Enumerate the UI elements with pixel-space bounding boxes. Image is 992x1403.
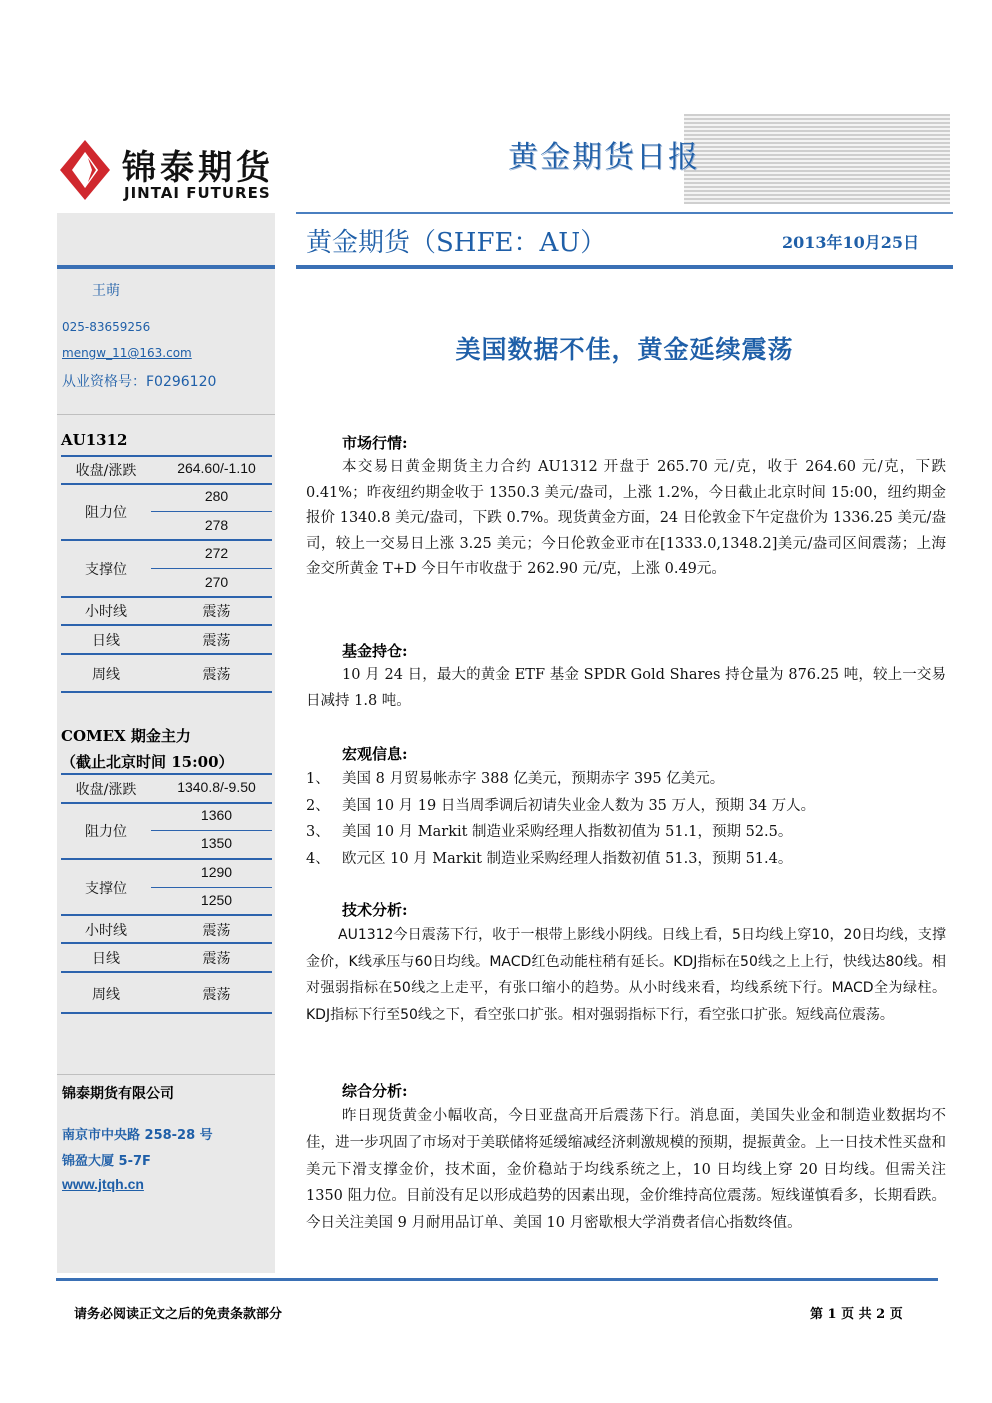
row-label: 支撑位 bbox=[85, 881, 127, 897]
list-item bbox=[306, 846, 946, 873]
row-value: 1290 bbox=[200, 864, 233, 880]
section-title-summary: 综合分析: bbox=[342, 1082, 408, 1100]
table-rule bbox=[61, 971, 272, 973]
list-item bbox=[306, 766, 946, 793]
section-title-market: 市场行情: bbox=[342, 434, 408, 452]
table-rule bbox=[61, 624, 272, 626]
row-value: 震荡 bbox=[202, 633, 231, 649]
section-title-tech: 技术分析: bbox=[342, 901, 408, 919]
footer-page-number: 第 1 页 共 2 页 bbox=[810, 1307, 903, 1322]
row-value: 1340.8/-9.50 bbox=[177, 779, 256, 795]
row-label: 支撑位 bbox=[85, 562, 127, 578]
sidebar-rule bbox=[57, 265, 275, 269]
list-number: 3、 bbox=[306, 824, 330, 841]
table-rule bbox=[61, 858, 272, 860]
table-rule bbox=[151, 830, 272, 831]
report-title: 黄金期货日报 bbox=[508, 140, 700, 175]
table-rule bbox=[61, 483, 272, 485]
table-rule bbox=[61, 942, 272, 944]
row-label: 周线 bbox=[92, 667, 120, 683]
row-label: 日线 bbox=[92, 633, 120, 649]
footer-disclaimer: 请务必阅读正文之后的免责条款部分 bbox=[74, 1307, 283, 1322]
list-text: 美国 10 月 Markit 制造业采购经理人指数初值为 51.1，预期 52.5。 bbox=[342, 824, 793, 841]
row-label: 小时线 bbox=[85, 923, 127, 939]
section-title-fund: 基金持仓: bbox=[342, 642, 408, 660]
row-label: 阻力位 bbox=[85, 824, 127, 840]
report-date: 2013年10月25日 bbox=[782, 233, 920, 252]
row-value: 震荡 bbox=[202, 951, 231, 967]
row-label: 小时线 bbox=[85, 604, 127, 620]
header-hatch-decoration bbox=[684, 114, 950, 204]
list-item bbox=[306, 819, 946, 846]
company-name: 锦泰期货有限公司 bbox=[62, 1086, 174, 1102]
summary-text: 昨日现货黄金小幅收高，今日亚盘高开后震荡下行。消息面，美国失业金和制造业数据均不佳，进一步巩固了市场对于美联储将延缓缩减经济刺激规模的预期，提振黄金。上一日技术性买盘和美元下滑支撑金价，技术面，金价稳站于均线系统之上，10 日均线上穿 20 日均线。但需关注 1350 阻力位。目前没有足以形成趋势的因素出现，金价维持高位震荡。短线谨慎看多，长期看跌。今日关注美国 9 月耐用品订单、美国 10 月密歇根大学消费者信心指数终值。 bbox=[306, 1108, 946, 1232]
list-text: 美国 10 月 19 日当周季调后初请失业金人数为 35 万人，预期 34 万人。 bbox=[342, 797, 816, 814]
company-website-link[interactable]: www.jtqh.cn bbox=[62, 1176, 144, 1192]
row-value: 280 bbox=[204, 488, 229, 504]
table-rule bbox=[61, 596, 272, 598]
fund-paragraph bbox=[306, 663, 946, 714]
au-table-title: AU1312 bbox=[61, 431, 128, 449]
row-value: 1250 bbox=[200, 892, 233, 908]
row-value: 272 bbox=[204, 545, 229, 561]
company-logo bbox=[58, 138, 278, 208]
table-rule bbox=[61, 653, 272, 655]
sidebar-divider bbox=[57, 1074, 275, 1075]
author-phone: 025-83659256 bbox=[62, 320, 151, 334]
report-headline: 美国数据不佳，黄金延续震荡 bbox=[455, 335, 794, 364]
row-value: 1350 bbox=[200, 835, 233, 851]
company-address-line1: 南京市中央路 258-28 号 bbox=[62, 1128, 213, 1143]
list-item bbox=[306, 793, 946, 820]
fund-text: 10 月 24 日，最大的黄金 ETF 基金 SPDR Gold Shares 持仓量为 876.25 吨，较上一交易日减持 1.8 吨。 bbox=[306, 667, 946, 709]
row-value: 1360 bbox=[200, 807, 233, 823]
section-title-macro: 宏观信息: bbox=[342, 745, 408, 763]
row-label: 收盘/涨跌 bbox=[75, 463, 137, 479]
market-text: 本交易日黄金期货主力合约 AU1312 开盘于 265.70 元/克，收于 264.60 元/克，下跌 0.41%；昨夜纽约期金收于 1350.3 美元/盎司，上涨 1.2%，今日截止北京时间 15:00，纽约期金报价 1340.8 美元/盎司，下跌 0.7%。现货黄金方面，24 日伦敦金下午定盘价为 1336.25 美元/盎司，较上一交易日上涨 3.25 美元；今日伦敦金亚市在[1333.0,1348.2]美元/盎司区间震荡；上海金交所黄金 T+D 今日午市收盘于 262.90 元/克，上涨 0.49元。 bbox=[306, 459, 946, 578]
row-value: 震荡 bbox=[202, 987, 231, 1003]
table-rule bbox=[61, 773, 272, 775]
summary-paragraph bbox=[306, 1103, 946, 1237]
list-text: 美国 8 月贸易帐赤字 388 亿美元，预期赤字 395 亿美元。 bbox=[342, 771, 725, 787]
list-number: 1、 bbox=[306, 771, 330, 787]
market-paragraph bbox=[306, 455, 946, 583]
row-value: 震荡 bbox=[202, 667, 231, 683]
table-rule bbox=[61, 802, 272, 804]
row-value: 震荡 bbox=[202, 923, 231, 939]
table-rule bbox=[61, 1012, 272, 1014]
author-name: 王萌 bbox=[92, 283, 120, 299]
title-rule-bottom bbox=[296, 265, 953, 269]
comex-table-title: COMEX 期金主力 bbox=[61, 727, 191, 745]
table-rule bbox=[151, 568, 272, 569]
logo-mark-icon bbox=[58, 138, 112, 202]
table-rule bbox=[151, 887, 272, 888]
table-rule bbox=[61, 914, 272, 916]
logo-chinese-name: 锦泰期货 bbox=[122, 148, 274, 188]
tech-paragraph bbox=[306, 922, 946, 1028]
company-address-line2: 锦盈大厦 5-7F bbox=[62, 1154, 151, 1169]
author-email-link[interactable]: mengw_11@163.com bbox=[62, 346, 192, 360]
row-label: 收盘/涨跌 bbox=[75, 782, 137, 798]
row-value: 278 bbox=[204, 517, 229, 533]
list-number: 4、 bbox=[306, 850, 330, 867]
comex-table-subtitle: （截止北京时间 15:00） bbox=[61, 753, 234, 771]
table-rule bbox=[151, 511, 272, 512]
title-rule-top bbox=[296, 212, 953, 214]
sidebar-divider bbox=[57, 414, 275, 415]
row-label: 日线 bbox=[92, 951, 120, 967]
product-title: 黄金期货（SHFE：AU） bbox=[306, 228, 607, 258]
list-number: 2、 bbox=[306, 797, 330, 814]
table-rule bbox=[61, 691, 272, 693]
author-license: 从业资格号：F0296120 bbox=[62, 374, 217, 390]
row-value: 264.60/-1.10 bbox=[177, 460, 256, 476]
table-rule bbox=[61, 539, 272, 541]
row-label: 阻力位 bbox=[85, 505, 127, 521]
row-label: 周线 bbox=[92, 987, 120, 1003]
row-value: 震荡 bbox=[202, 604, 231, 620]
footer-rule bbox=[56, 1278, 938, 1281]
macro-list bbox=[306, 766, 946, 872]
table-rule bbox=[61, 455, 272, 457]
logo-english-name: JINTAI FUTURES bbox=[124, 184, 271, 202]
list-text: 欧元区 10 月 Markit 制造业采购经理人指数初值 51.3，预期 51.4。 bbox=[342, 850, 793, 867]
row-value: 270 bbox=[204, 574, 229, 590]
tech-text: AU1312今日震荡下行，收于一根带上影线小阴线。日线上看，5日均线上穿10，20日均线，支撑金价，K线承压与60日均线。MACD红色动能柱稍有延长。KDJ指标在50线之上上行，快线达80线。相对强弱指标在50线之上走平，有张口缩小的趋势。从小时线来看，均线系统下行。MACD全为绿柱。KDJ指标下行至50线之下，看空张口扩张。相对强弱指标下行，看空张口扩张。短线高位震荡。 bbox=[306, 927, 946, 1023]
